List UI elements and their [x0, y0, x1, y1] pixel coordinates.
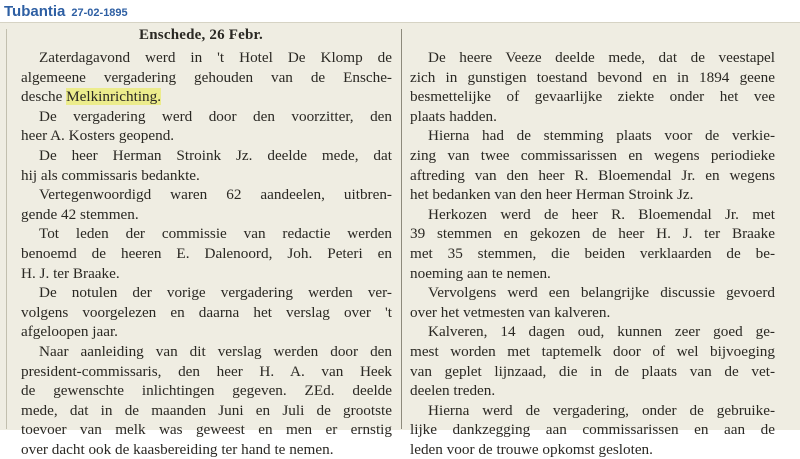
- text-line: van geplet lijnzaad, die in de plaats van de vet-: [410, 362, 775, 380]
- text-line: algemeene vergadering gehouden van de Ensche-: [21, 68, 392, 86]
- text-line: lijke dankzegging aan commissarissen en aan de: [410, 421, 775, 439]
- text-line: Vervolgens werd een belangrijke discussie gevoerd: [428, 284, 775, 302]
- text-line: zing van twee commissarissen en wegens periodieke: [410, 146, 775, 164]
- text-line: over het vetmesten van kalveren.: [410, 303, 611, 321]
- text-line: aftreding van den heer R. Bloemendal Jr. en wegens: [410, 166, 775, 184]
- text-line: [21, 87, 392, 107]
- text-line: Tot leden der commissie van redactie werden: [39, 225, 392, 243]
- text-line: Herkozen werd de heer R. Bloemendal Jr. met: [428, 205, 775, 223]
- text-line: afgeloopen jaar.: [21, 323, 118, 341]
- text-line: deelen treden.: [410, 382, 496, 400]
- text-line: H. J. ter Braake.: [21, 264, 120, 282]
- publication-date: 27-02-1895: [71, 7, 128, 19]
- text-line: met 35 stemmen, die beiden verklaarden de be-: [410, 244, 775, 262]
- text-line: 39 stemmen en gekozen de heer H. J. ter Braake: [410, 225, 775, 243]
- text-line: heer A. Kosters geopend.: [21, 127, 175, 145]
- text-line: Kalveren, 14 dagen oud, kunnen zeer goed ge-: [428, 323, 775, 341]
- text-line: Vertegenwoordigd waren 62 aandeelen, uitbren-: [39, 186, 392, 204]
- article-column-right: [410, 48, 775, 459]
- text-line: De notulen der vorige vergadering werden ver-: [39, 284, 392, 302]
- text-line: mest worden met taptemelk door of wel bijvoeging: [410, 342, 775, 360]
- article-heading: Enschede, 26 Febr.: [139, 27, 263, 43]
- text-line: Hierna werd de vergadering, onder de gebruike-: [428, 401, 775, 419]
- text-line: Zaterdagavond werd in 't Hotel De Klomp de: [39, 49, 392, 66]
- text-line: volgens voorgelezen en daarna het verslag over 't: [21, 303, 392, 321]
- text-line-start: desche: [21, 88, 67, 106]
- text-line: president-commissaris, den heer H. A. van Heek: [21, 362, 392, 380]
- text-line: over dacht ook de kaasbereiding ter hand te nemen.: [21, 440, 334, 458]
- text-line: plaats hadden.: [410, 107, 497, 125]
- text-line: leden voor de trouwe opkomst gesloten.: [410, 440, 653, 458]
- text-line: mede, dat in de maanden Juni en Juli de grootste: [21, 401, 392, 419]
- text-line: het bedanken van den heer Herman Stroink Jz.: [410, 186, 694, 204]
- article-column-left: [21, 48, 392, 459]
- text-line: besmettelijke of gevaarlijke ziekte onder het vee: [410, 88, 775, 106]
- text-line: gende 42 stemmen.: [21, 205, 139, 223]
- text-line: Hierna had de stemming plaats voor de verkie-: [428, 127, 775, 145]
- text-line: De heer Herman Stroink Jz. deelde mede, dat: [39, 146, 392, 164]
- text-line: De vergadering werd door den voorzitter, den: [39, 107, 392, 125]
- text-line: De heere Veeze deelde mede, dat de veestapel: [428, 49, 775, 66]
- text-line: toevoer van melk was geweest en men er ernstig: [21, 421, 392, 439]
- text-line: benoemd de heeren E. Dalenoord, Joh. Peteri en: [21, 244, 392, 262]
- masthead: [4, 3, 128, 21]
- text-line: noeming aan te nemen.: [410, 264, 551, 282]
- highlighted-keyword: Melkinrichting.: [66, 88, 162, 106]
- newspaper-name: Tubantia: [4, 3, 66, 20]
- text-line: hij als commissaris bedankte.: [21, 166, 200, 184]
- column-rule-middle: [401, 29, 402, 429]
- newspaper-clipping: [0, 22, 800, 458]
- column-rule-left: [6, 29, 7, 429]
- text-line: Naar aanleiding van dit verslag werden door den: [39, 342, 392, 360]
- text-line: de gewenschte inlichtingen gegeven. ZEd. deelde: [21, 382, 392, 400]
- text-line: zich in gunstigen toestand bevond en in 1894 geene: [410, 68, 775, 86]
